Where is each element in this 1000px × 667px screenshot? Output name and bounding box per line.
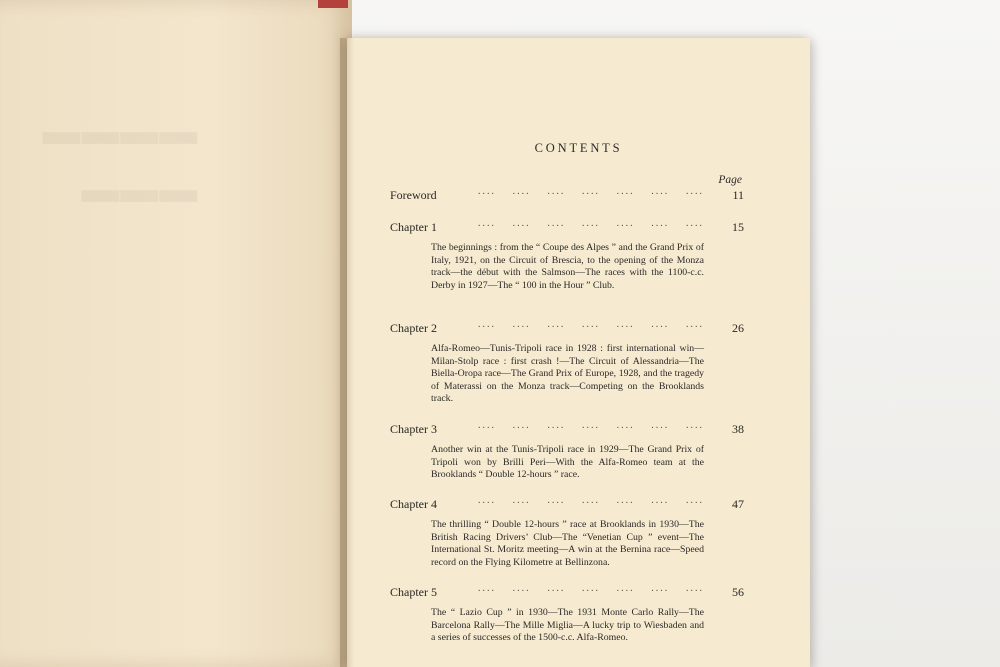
chapter-summary: The “ Lazio Cup ” in 1930—The 1931 Monte Carlo Rally—The Barcelona Rally—The Mille Miglia—A lucky trip to Wiesbaden and a series of successes of the 1500-c.c. Alfa-Romeo.: [431, 607, 704, 644]
chapter-summary: The beginnings : from the “ Coupe des Alpes ” and the Grand Prix of Italy, 1921, on the Circuit of Brescia, to the opening of the Monza track—the début with the Salmson—The races with the 1100-c.c. Derby in 1927—The “ 100 in the Hour ” Club.: [431, 242, 704, 291]
page-column-heading: Page: [718, 174, 742, 186]
toc-label: Chapter 1: [390, 220, 437, 234]
contents-heading: CONTENTS: [534, 141, 623, 155]
left-page: [0, 0, 352, 667]
page-gutter-shadow: [340, 38, 354, 667]
toc-label: Foreword: [390, 188, 437, 202]
toc-entry-chapter-5: [390, 585, 744, 601]
toc-page-number: 47: [732, 497, 744, 511]
chapter-summary: Alfa-Romeo—Tunis-Tripoli race in 1928 : first international win—Milan-Stolp race : first crash !—The Circuit of Alessandria—The Biella-Oropa race—The Grand Prix of Europe, 1928, and the tragedy of Materassi on the Monza track—Competing on the Brooklands track.: [431, 343, 704, 405]
toc-label: Chapter 2: [390, 321, 437, 335]
leader-dots: .... .... .... .... .... .... ....: [478, 420, 704, 431]
toc-entry-chapter-1: [390, 220, 744, 236]
toc-page-number: 15: [732, 220, 744, 234]
leader-dots: .... .... .... .... .... .... ....: [478, 218, 704, 229]
toc-page-number: 38: [732, 422, 744, 436]
book-cover-edge: [318, 0, 348, 8]
toc-label: Chapter 5: [390, 585, 437, 599]
right-page: [347, 38, 810, 667]
chapter-summary: Another win at the Tunis-Tripoli race in 1929—The Grand Prix of Tripoli won by Brilli Peri—With the Alfa-Romeo team at the Brooklands “ Double 12-hours ” race.: [431, 444, 704, 481]
toc-label: Chapter 4: [390, 497, 437, 511]
toc-label: Chapter 3: [390, 422, 437, 436]
toc-page-number: 56: [732, 585, 744, 599]
toc-entry-chapter-2: [390, 321, 744, 337]
toc-entry-chapter-4: [390, 497, 744, 513]
leader-dots: .... .... .... .... .... .... ....: [478, 319, 704, 330]
chapter-summary: The thrilling “ Double 12-hours ” race at Brooklands in 1930—The British Racing Drivers’ Club—The “Venetian Cup ” event—The International St. Moritz meeting—A win at the Bernina race—Speed record on the Flying Kilometre at Bellinzona.: [431, 519, 704, 568]
leader-dots: .... .... .... .... .... .... ....: [478, 495, 704, 506]
leader-dots: .... .... .... .... .... .... ....: [478, 583, 704, 594]
show-through-text: ━━━━ ━━━: [40, 106, 196, 229]
leader-dots: .... .... .... .... .... .... ....: [478, 186, 704, 197]
toc-entry-chapter-3: [390, 422, 744, 438]
toc-page-number: 26: [732, 321, 744, 335]
toc-page-number: 11: [732, 188, 744, 202]
toc-entry-foreword: [390, 188, 744, 204]
